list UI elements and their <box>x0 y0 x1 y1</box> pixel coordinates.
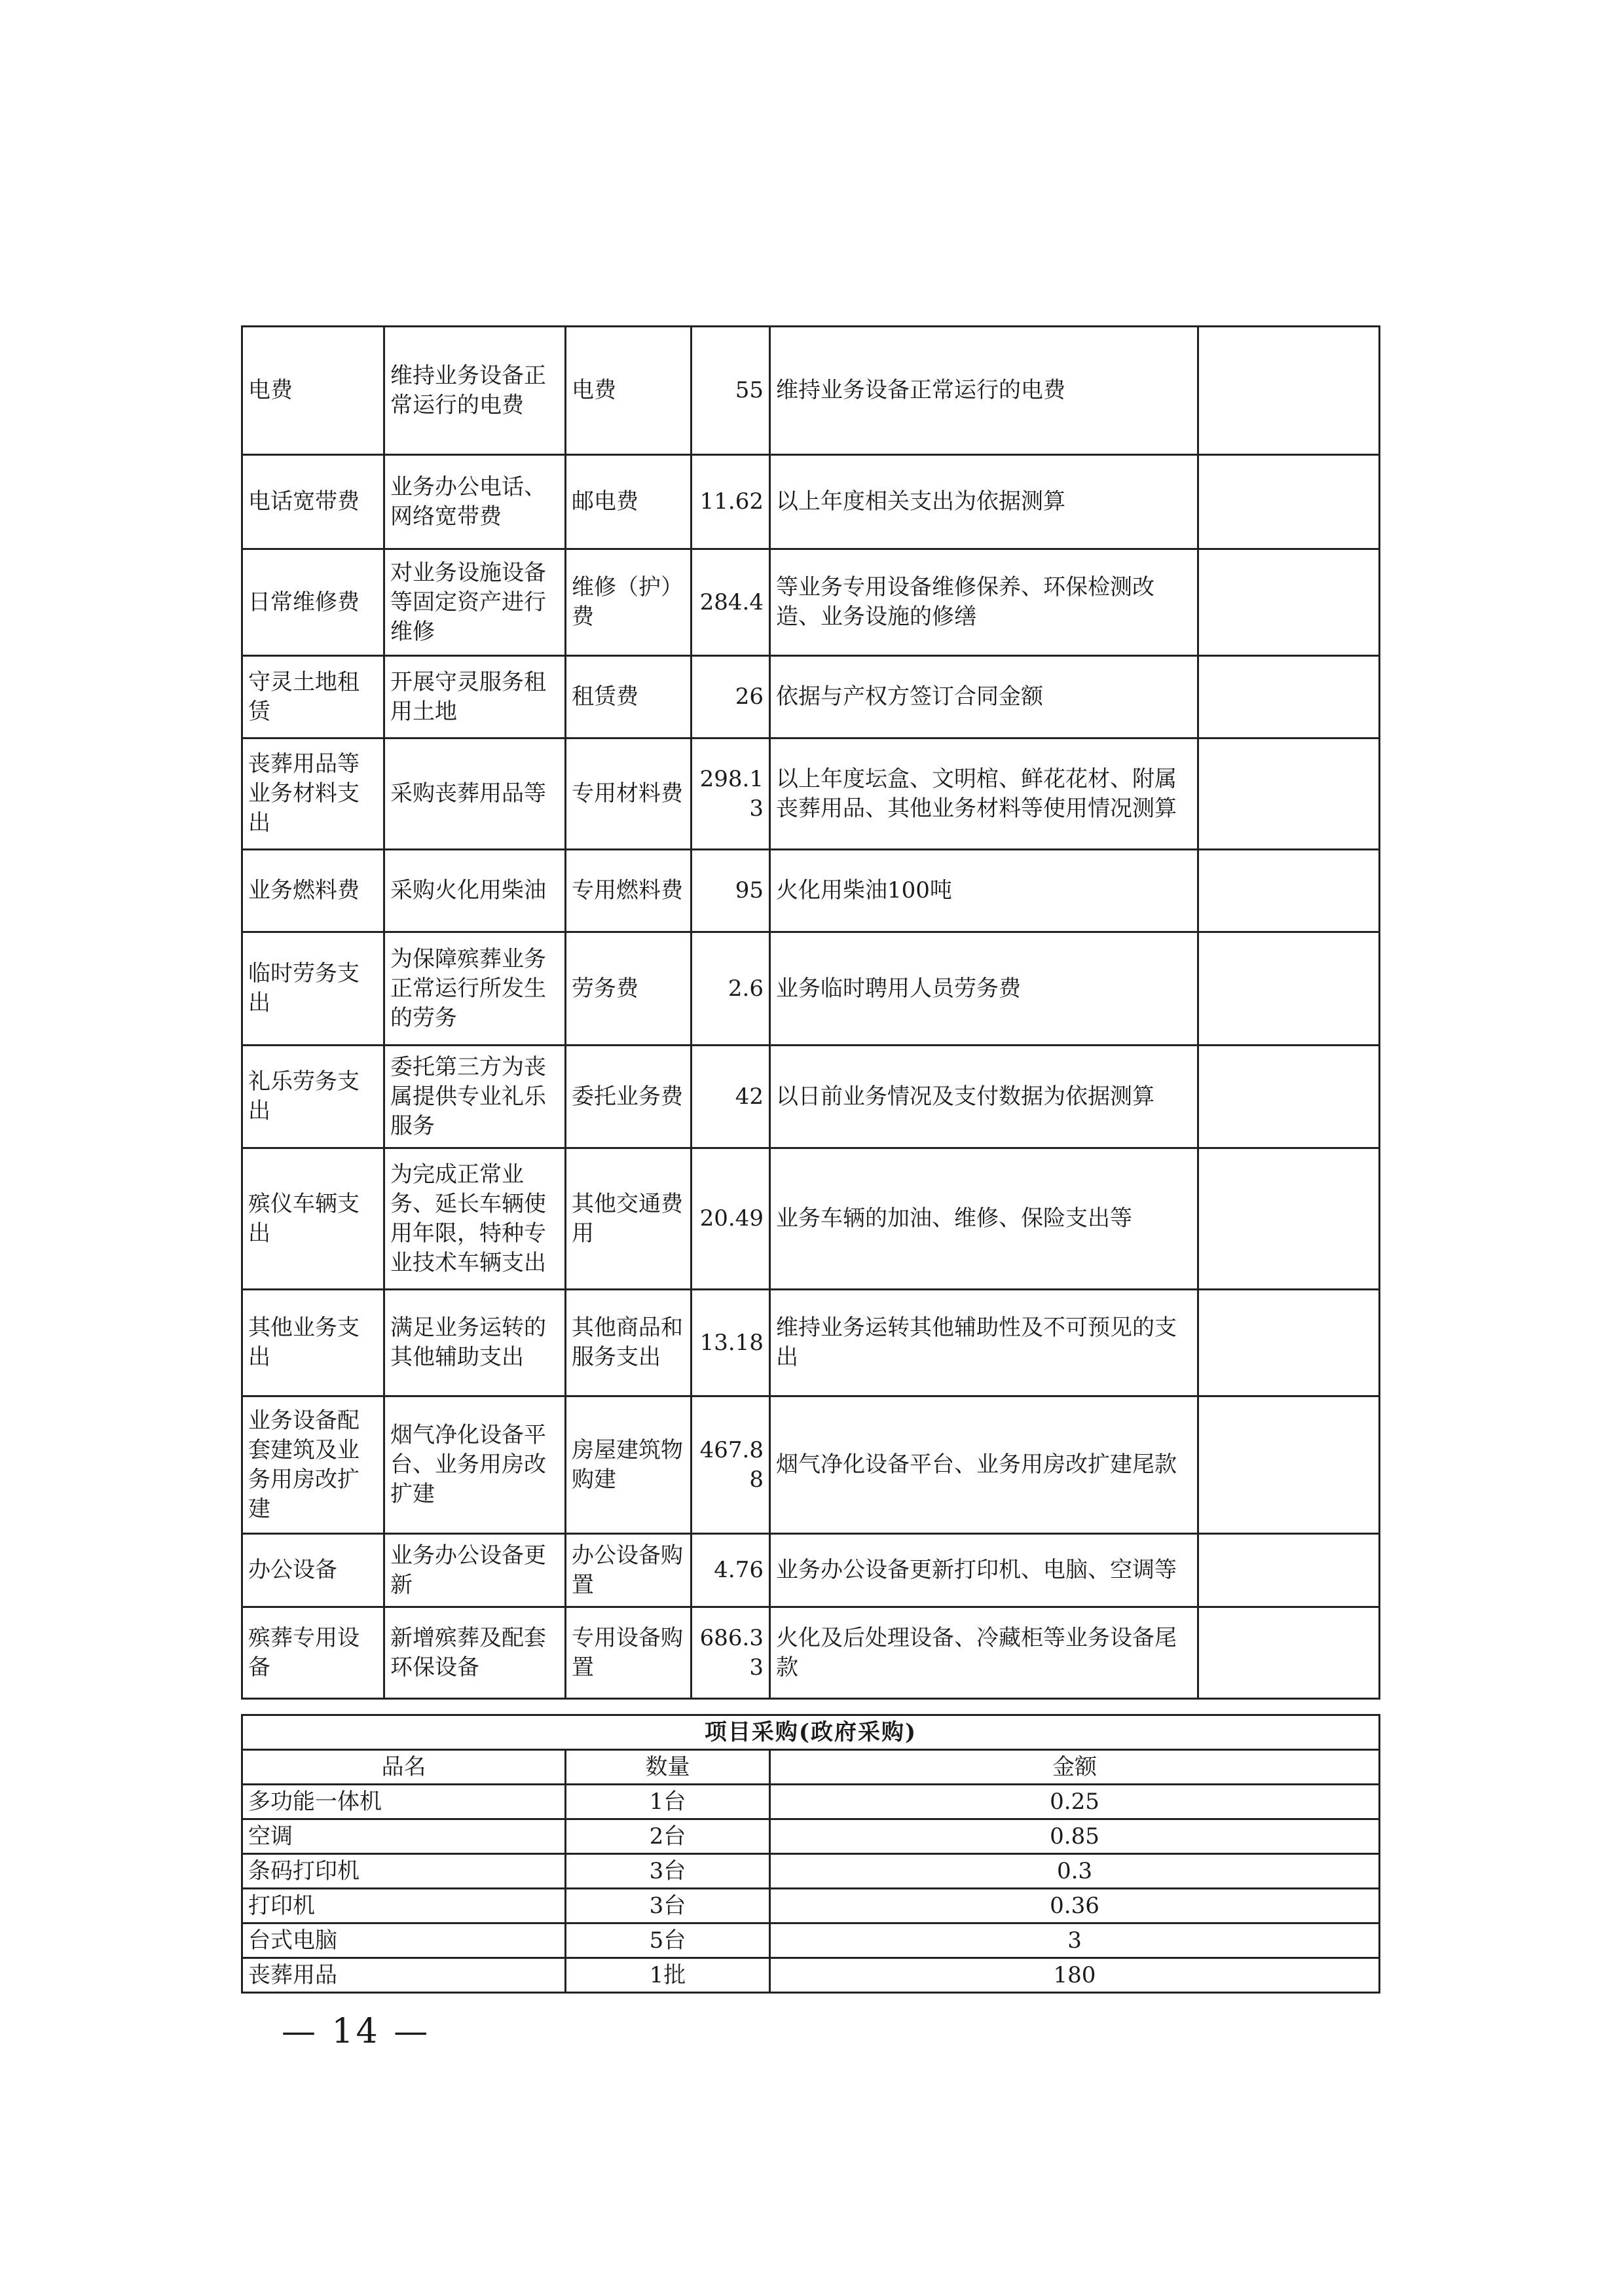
quantity: 1台 <box>566 1785 770 1819</box>
remark <box>1198 1290 1380 1396</box>
item-content: 业务办公电话、网络宽带费 <box>384 455 566 549</box>
product-name: 台式电脑 <box>242 1923 566 1958</box>
product-name: 条码打印机 <box>242 1854 566 1889</box>
table-row <box>242 1854 1380 1889</box>
table-row <box>242 1396 1380 1534</box>
procurement-table <box>241 1714 1380 1994</box>
remark <box>1198 1148 1380 1290</box>
item-name: 殡葬专用设备 <box>242 1607 384 1699</box>
quantity: 1批 <box>566 1958 770 1993</box>
expense-category: 租赁费 <box>566 656 692 738</box>
table-row <box>242 932 1380 1046</box>
item-content: 采购丧葬用品等 <box>384 738 566 850</box>
amount: 284.4 <box>692 549 770 656</box>
expense-category: 专用燃料费 <box>566 850 692 932</box>
table-row <box>242 455 1380 549</box>
page-number: — 14 — <box>282 2012 431 2051</box>
amount: 42 <box>692 1046 770 1148</box>
procurement-title-row <box>242 1715 1380 1750</box>
expense-category: 专用材料费 <box>566 738 692 850</box>
expense-category: 其他交通费用 <box>566 1148 692 1290</box>
product-name: 丧葬用品 <box>242 1958 566 1993</box>
table-row <box>242 1958 1380 1993</box>
table-row <box>242 738 1380 850</box>
amount: 26 <box>692 656 770 738</box>
table-row <box>242 656 1380 738</box>
item-content: 采购火化用柴油 <box>384 850 566 932</box>
amount: 13.18 <box>692 1290 770 1396</box>
remark <box>1198 1396 1380 1534</box>
item-content: 为保障殡葬业务正常运行所发生的劳务 <box>384 932 566 1046</box>
table-row <box>242 1534 1380 1607</box>
item-content: 业务办公设备更新 <box>384 1534 566 1607</box>
calculation-basis: 业务办公设备更新打印机、电脑、空调等 <box>770 1534 1198 1607</box>
expense-category: 电费 <box>566 327 692 455</box>
expense-category: 办公设备购置 <box>566 1534 692 1607</box>
remark <box>1198 850 1380 932</box>
quantity: 2台 <box>566 1819 770 1854</box>
amount: 0.25 <box>770 1785 1380 1819</box>
header-qty: 数量 <box>566 1750 770 1785</box>
table-row <box>242 1607 1380 1699</box>
item-name: 礼乐劳务支出 <box>242 1046 384 1148</box>
quantity: 3台 <box>566 1854 770 1889</box>
item-content: 新增殡葬及配套环保设备 <box>384 1607 566 1699</box>
remark <box>1198 549 1380 656</box>
table-row <box>242 1046 1380 1148</box>
calculation-basis: 维持业务运转其他辅助性及不可预见的支出 <box>770 1290 1198 1396</box>
remark <box>1198 656 1380 738</box>
item-content: 维持业务设备正常运行的电费 <box>384 327 566 455</box>
amount: 3 <box>770 1923 1380 1958</box>
item-content: 委托第三方为丧属提供专业礼乐服务 <box>384 1046 566 1148</box>
item-name: 丧葬用品等业务材料支出 <box>242 738 384 850</box>
product-name: 多功能一体机 <box>242 1785 566 1819</box>
remark <box>1198 455 1380 549</box>
table-row <box>242 1148 1380 1290</box>
procurement-title: 项目采购(政府采购) <box>242 1715 1380 1750</box>
calculation-basis: 业务临时聘用人员劳务费 <box>770 932 1198 1046</box>
calculation-basis: 烟气净化设备平台、业务用房改扩建尾款 <box>770 1396 1198 1534</box>
expense-category: 专用设备购置 <box>566 1607 692 1699</box>
expense-category: 邮电费 <box>566 455 692 549</box>
table-row <box>242 1819 1380 1854</box>
calculation-basis: 以上年度相关支出为依据测算 <box>770 455 1198 549</box>
item-content: 烟气净化设备平台、业务用房改扩建 <box>384 1396 566 1534</box>
item-name: 日常维修费 <box>242 549 384 656</box>
item-name: 业务设备配套建筑及业务用房改扩建 <box>242 1396 384 1534</box>
calculation-basis: 依据与产权方签订合同金额 <box>770 656 1198 738</box>
header-name: 品名 <box>242 1750 566 1785</box>
table-row <box>242 1923 1380 1958</box>
table-row <box>242 327 1380 455</box>
procurement-header-row <box>242 1750 1380 1785</box>
calculation-basis: 以上年度坛盒、文明棺、鲜花花材、附属丧葬用品、其他业务材料等使用情况测算 <box>770 738 1198 850</box>
item-content: 开展守灵服务租用土地 <box>384 656 566 738</box>
remark <box>1198 1046 1380 1148</box>
calculation-basis: 等业务专用设备维修保养、环保检测改造、业务设施的修缮 <box>770 549 1198 656</box>
calculation-basis: 业务车辆的加油、维修、保险支出等 <box>770 1148 1198 1290</box>
remark <box>1198 327 1380 455</box>
quantity: 5台 <box>566 1923 770 1958</box>
item-name: 办公设备 <box>242 1534 384 1607</box>
remark <box>1198 932 1380 1046</box>
amount: 0.85 <box>770 1819 1380 1854</box>
expense-category: 其他商品和服务支出 <box>566 1290 692 1396</box>
product-name: 打印机 <box>242 1889 566 1923</box>
table-row <box>242 850 1380 932</box>
remark <box>1198 1607 1380 1699</box>
remark <box>1198 738 1380 850</box>
amount: 20.49 <box>692 1148 770 1290</box>
item-name: 临时劳务支出 <box>242 932 384 1046</box>
amount: 0.3 <box>770 1854 1380 1889</box>
item-content: 对业务设施设备等固定资产进行维修 <box>384 549 566 656</box>
amount: 298.13 <box>692 738 770 850</box>
amount: 686.33 <box>692 1607 770 1699</box>
amount: 180 <box>770 1958 1380 1993</box>
calculation-basis: 火化及后处理设备、冷藏柜等业务设备尾款 <box>770 1607 1198 1699</box>
calculation-basis: 火化用柴油100吨 <box>770 850 1198 932</box>
amount: 55 <box>692 327 770 455</box>
budget-table <box>241 325 1380 1700</box>
remark <box>1198 1534 1380 1607</box>
calculation-basis: 维持业务设备正常运行的电费 <box>770 327 1198 455</box>
table-row <box>242 1889 1380 1923</box>
expense-category: 房屋建筑物购建 <box>566 1396 692 1534</box>
calculation-basis: 以日前业务情况及支付数据为依据测算 <box>770 1046 1198 1148</box>
expense-category: 维修（护）费 <box>566 549 692 656</box>
amount: 2.6 <box>692 932 770 1046</box>
item-content: 满足业务运转的其他辅助支出 <box>384 1290 566 1396</box>
item-name: 其他业务支出 <box>242 1290 384 1396</box>
item-name: 守灵土地租赁 <box>242 656 384 738</box>
table-row <box>242 549 1380 656</box>
expense-category: 劳务费 <box>566 932 692 1046</box>
amount: 4.76 <box>692 1534 770 1607</box>
table-row <box>242 1290 1380 1396</box>
item-name: 电话宽带费 <box>242 455 384 549</box>
item-content: 为完成正常业务、延长车辆使用年限，特种专业技术车辆支出 <box>384 1148 566 1290</box>
item-name: 电费 <box>242 327 384 455</box>
amount: 95 <box>692 850 770 932</box>
table-row <box>242 1785 1380 1819</box>
expense-category: 委托业务费 <box>566 1046 692 1148</box>
quantity: 3台 <box>566 1889 770 1923</box>
header-amount: 金额 <box>770 1750 1380 1785</box>
product-name: 空调 <box>242 1819 566 1854</box>
amount: 0.36 <box>770 1889 1380 1923</box>
amount: 467.88 <box>692 1396 770 1534</box>
item-name: 殡仪车辆支出 <box>242 1148 384 1290</box>
item-name: 业务燃料费 <box>242 850 384 932</box>
amount: 11.62 <box>692 455 770 549</box>
